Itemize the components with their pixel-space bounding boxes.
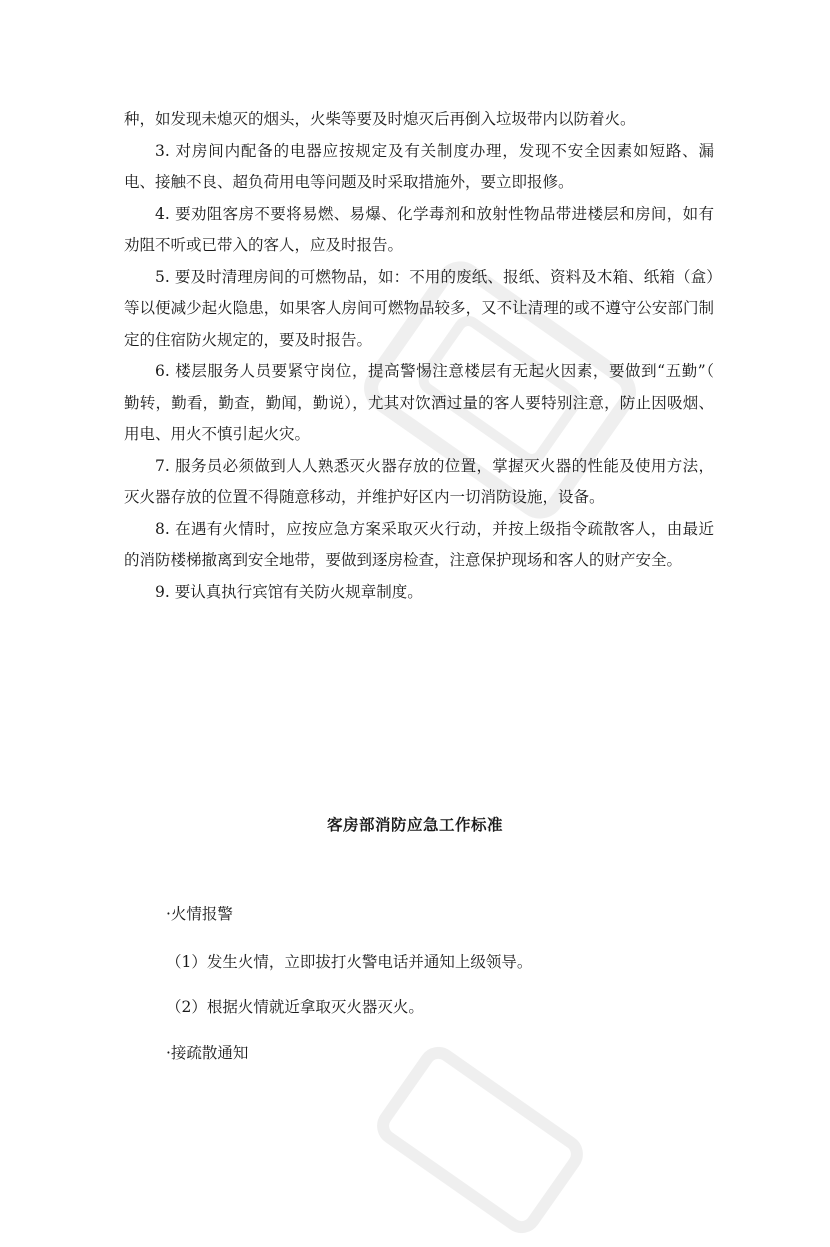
paragraph-item-5: 5. 要及时清理房间的可燃物品，如：不用的废纸、报纸、资料及木箱、纸箱（盒）等以便减少起火隐患，如果客人房间可燃物品较多，又不让清理的或不遵守公安部门制定的住宿防火规定的，要及时报告。 bbox=[124, 267, 714, 349]
paragraph-continuation: 种，如发现未熄灭的烟头，火柴等要及时熄灭后再倒入垃圾带内以防着火。 bbox=[124, 110, 636, 128]
list-item-1: （1）发生火情，立即拔打火警电话并通知上级领导。 bbox=[166, 953, 533, 971]
section-title: 客房部消防应急工作标准 bbox=[326, 815, 503, 834]
watermark-logo-bottom bbox=[364, 1033, 597, 1246]
paragraph-item-8: 8. 在遇有火情时，应按应急方案采取灭火行动，并按上级指令疏散客人，由最近的消防楼梯撤离到安全地带，要做到逐房检查，注意保护现场和客人的财产安全。 bbox=[124, 519, 714, 569]
paragraph-item-3: 3. 对房间内配备的电器应按规定及有关制度办理，发现不安全因素如短路、漏电、接触不良、超负荷用电等问题及时采取措施外，要立即报修。 bbox=[124, 141, 714, 191]
body-text bbox=[124, 104, 714, 608]
paragraph-item-6: 6. 楼层服务人员要紧守岗位，提高警惕注意楼层有无起火因素，要做到“五勤”（ 勤转，勤看，勤查，勤闻，勤说），尤其对饮酒过量的客人要特别注意，防止因吸烟、用电、用火不慎引起火灾。 bbox=[124, 362, 714, 443]
paragraph-item-7: 7. 服务员必须做到人人熟悉灭火器存放的位置，掌握灭火器的性能及使用方法，灭火器存放的位置不得随意移动，并维护好区内一切消防设施，设备。 bbox=[124, 456, 714, 506]
paragraph-item-4: 4. 要劝阻客房不要将易燃、易爆、化学毒剂和放射性物品带进楼层和房间，如有劝阻不听或已带入的客人，应及时报告。 bbox=[124, 204, 714, 254]
bullet-fire-alarm: ·火情报警 bbox=[166, 905, 233, 923]
bullet-evacuation-notice: ·接疏散通知 bbox=[166, 1044, 249, 1062]
list-item-2: （2）根据火情就近拿取灭火器灭火。 bbox=[166, 998, 424, 1016]
paragraph-item-9: 9. 要认真执行宾馆有关防火规章制度。 bbox=[155, 582, 423, 601]
